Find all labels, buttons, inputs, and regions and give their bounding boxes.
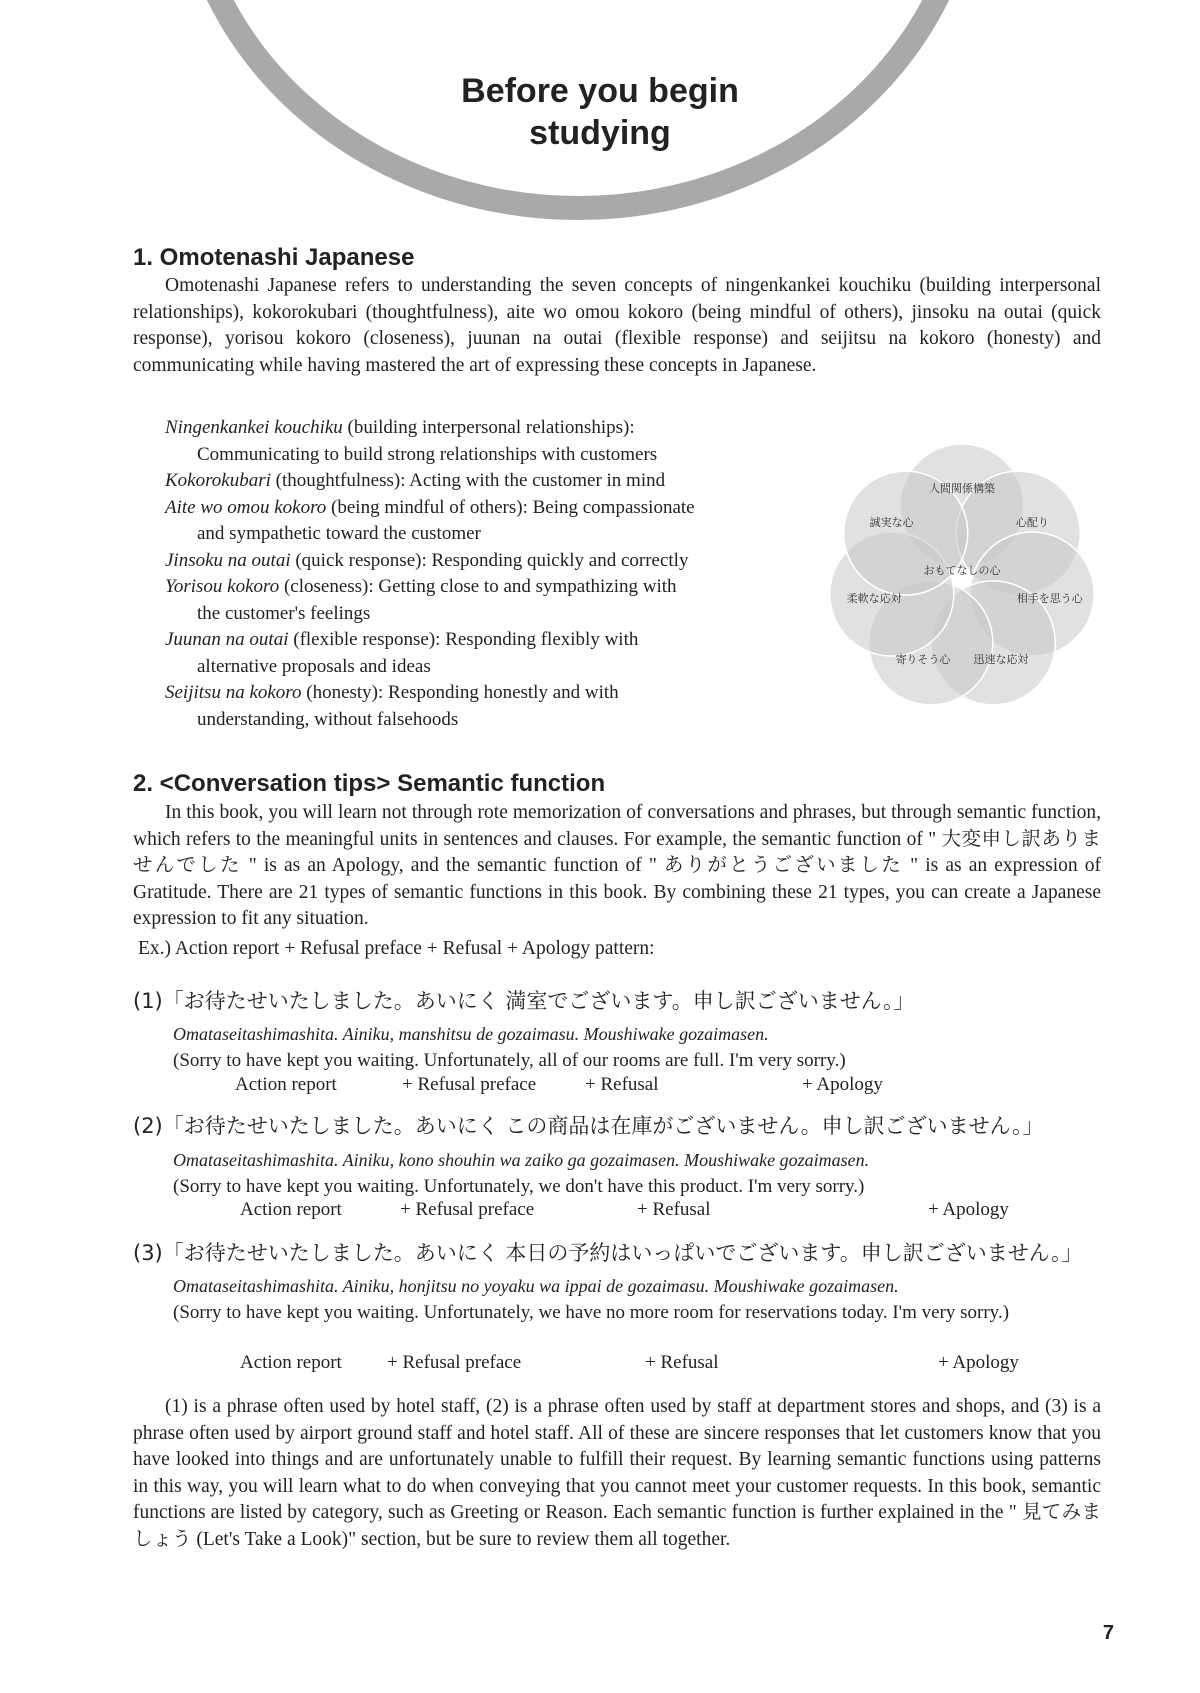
concept-description: (thoughtfulness): Acting with the customer in mind <box>270 470 666 491</box>
concept-term: Juunan na outai <box>165 629 289 650</box>
diagram-petal-label: 心配り <box>1015 515 1049 529</box>
concept-description: (building interpersonal relationships): <box>342 417 635 438</box>
concept-continuation: the customer's feelings <box>197 602 371 624</box>
concept-term: Aite wo omou kokoro <box>165 496 327 518</box>
concept-item <box>165 468 805 495</box>
example-3-romaji: Omataseitashimashita. Ainiku, honjitsu no yoyaku wa ippai de gozaimasu. Moushiwake gozaimasen. <box>173 1276 899 1296</box>
example-3-english: (Sorry to have kept you waiting. Unfortunately, we have no more room for reservations today. I'm very sorry.) <box>173 1302 1010 1323</box>
concept-term: Seijitsu na kokoro <box>165 682 302 703</box>
section1-heading: 1. Omotenashi Japanese <box>133 244 415 271</box>
section2-heading: 2. <Conversation tips> Semantic function <box>133 770 606 797</box>
concept-description: (flexible response): Responding flexibly with <box>288 629 639 650</box>
page-number: 7 <box>1102 1622 1114 1644</box>
concept-term: Yorisou kokoro <box>165 576 280 597</box>
example-3-japanese: (3)「お待たせいたしました。あいにく 本日の予約はいっぱいでございます。申し訳ございません。」 <box>133 1241 1083 1265</box>
example-3-label: + Apology <box>938 1352 1019 1373</box>
concept-continuation: Communicating to build strong relationships with customers <box>197 443 658 465</box>
example-2-japanese: (2)「お待たせいたしました。あいにく この商品は在庫がございません。申し訳ございません。」 <box>133 1114 1044 1138</box>
section2-paragraph: In this book, you will learn not through rote memorization of conversations and phrases, but through semantic function, which refers to the meaningful units in sentences and clauses. For example, the semantic function of " 大変申し訳ありませんでした " is as an Apology, and the semantic function of " ありがとうございました " is as an expression of Gratitude. There are 21 types of semantic functions in this book. By combining these 21 types, you can create a Japanese expression to fit any situation. <box>133 802 1101 929</box>
concept-item <box>165 627 805 654</box>
concept-description: (quick response): Responding quickly and correctly <box>290 549 689 571</box>
diagram-petal-label: 相手を思う心 <box>1016 592 1083 606</box>
concept-description: (closeness): Getting close to and sympathizing with <box>279 576 677 597</box>
concept-term: Jinsoku na outai <box>165 549 291 571</box>
concept-item <box>165 495 805 522</box>
example-1-english: (Sorry to have kept you waiting. Unfortunately, all of our rooms are full. I'm very sorry.) <box>173 1050 846 1071</box>
example-2-english: (Sorry to have kept you waiting. Unfortunately, we don't have this product. I'm very sorry.) <box>173 1176 865 1197</box>
concept-item <box>165 415 805 442</box>
concept-continuation: alternative proposals and ideas <box>197 655 431 677</box>
example-label: Ex.) Action report + Refusal preface + Refusal + Apology pattern: <box>138 938 655 959</box>
example-1-romaji: Omataseitashimashita. Ainiku, manshitsu de gozaimasu. Moushiwake gozaimasen. <box>173 1024 769 1044</box>
diagram-petal-label: 柔軟な応対 <box>846 592 902 606</box>
title-line-2: studying <box>529 114 671 152</box>
example-2-romaji: Omataseitashimashita. Ainiku, kono shouhin wa zaiko ga gozaimasen. Moushiwake gozaimasen. <box>173 1150 870 1170</box>
section1-paragraph: Omotenashi Japanese refers to understanding the seven concepts of ningenkankei kouchiku (building interpersonal relationships), kokorokubari (thoughtfulness), aite wo omou kokoro (being mindful of others), jinsoku na outai (quick response), yorisou kokoro (closeness), juunan na outai (flexible response) and seijitsu na kokoro (honesty) and communicating while having mastered the art of expressing these concepts in Japanese. <box>133 275 1101 376</box>
concept-continuation: understanding, without falsehoods <box>197 708 459 730</box>
example-1-label: Action report <box>235 1074 337 1095</box>
example-2-label: + Refusal <box>637 1199 711 1220</box>
diagram-petal-label: 迅速な応対 <box>973 653 1029 667</box>
page-title <box>300 70 900 154</box>
concept-continuation: and sympathetic toward the customer <box>197 523 481 544</box>
example-1-label: + Refusal preface <box>402 1074 537 1095</box>
concept-item <box>165 680 805 707</box>
example-3-label: + Refusal preface <box>387 1352 522 1373</box>
diagram-petal-label: 誠実な心 <box>869 515 914 529</box>
concept-description: (honesty): Responding honestly and with <box>301 682 619 703</box>
concepts-list <box>165 415 805 733</box>
diagram-petal-label: 寄りそう心 <box>895 653 951 667</box>
example-1-label: + Apology <box>802 1074 883 1095</box>
diagram-petal-label: 人間関係構築 <box>929 482 995 495</box>
example-1-japanese: (1)「お待たせいたしました。あいにく 満室でございます。申し訳ございません。」 <box>133 989 915 1013</box>
title-line-1: Before you begin <box>461 72 739 110</box>
concept-term: Kokorokubari <box>165 470 271 491</box>
example-3-label: Action report <box>240 1352 342 1373</box>
example-2-label: + Apology <box>928 1199 1009 1220</box>
omotenashi-diagram <box>812 428 1112 728</box>
concept-item <box>165 548 805 575</box>
concept-term: Ningenkankei kouchiku <box>165 417 343 438</box>
concept-item <box>165 574 805 601</box>
example-2-label: + Refusal preface <box>400 1199 535 1220</box>
example-1-label: + Refusal <box>585 1074 659 1095</box>
diagram-center-label: おもてなしの心 <box>923 564 1001 577</box>
example-2-label: Action report <box>240 1199 342 1220</box>
closing-paragraph: (1) is a phrase often used by hotel staff, (2) is a phrase often used by staff at department stores and shops, and (3) is a phrase often used by airport ground staff and hotel staff. All of these are sincere responses that let customers know that you have looked into things and are unfortunately unable to fulfill their request. By learning semantic functions using patterns in this way, you will learn what to do when conveying that you cannot meet your customer requests. In this book, semantic functions are listed by category, such as Greeting or Reason. Each semantic function is further explained in the " 見てみましょう (Let's Take a Look)" section, but be sure to review them all together. <box>133 1396 1101 1550</box>
example-3-label: + Refusal <box>645 1352 719 1373</box>
concept-description: (being mindful of others): Being compassionate <box>326 496 695 518</box>
